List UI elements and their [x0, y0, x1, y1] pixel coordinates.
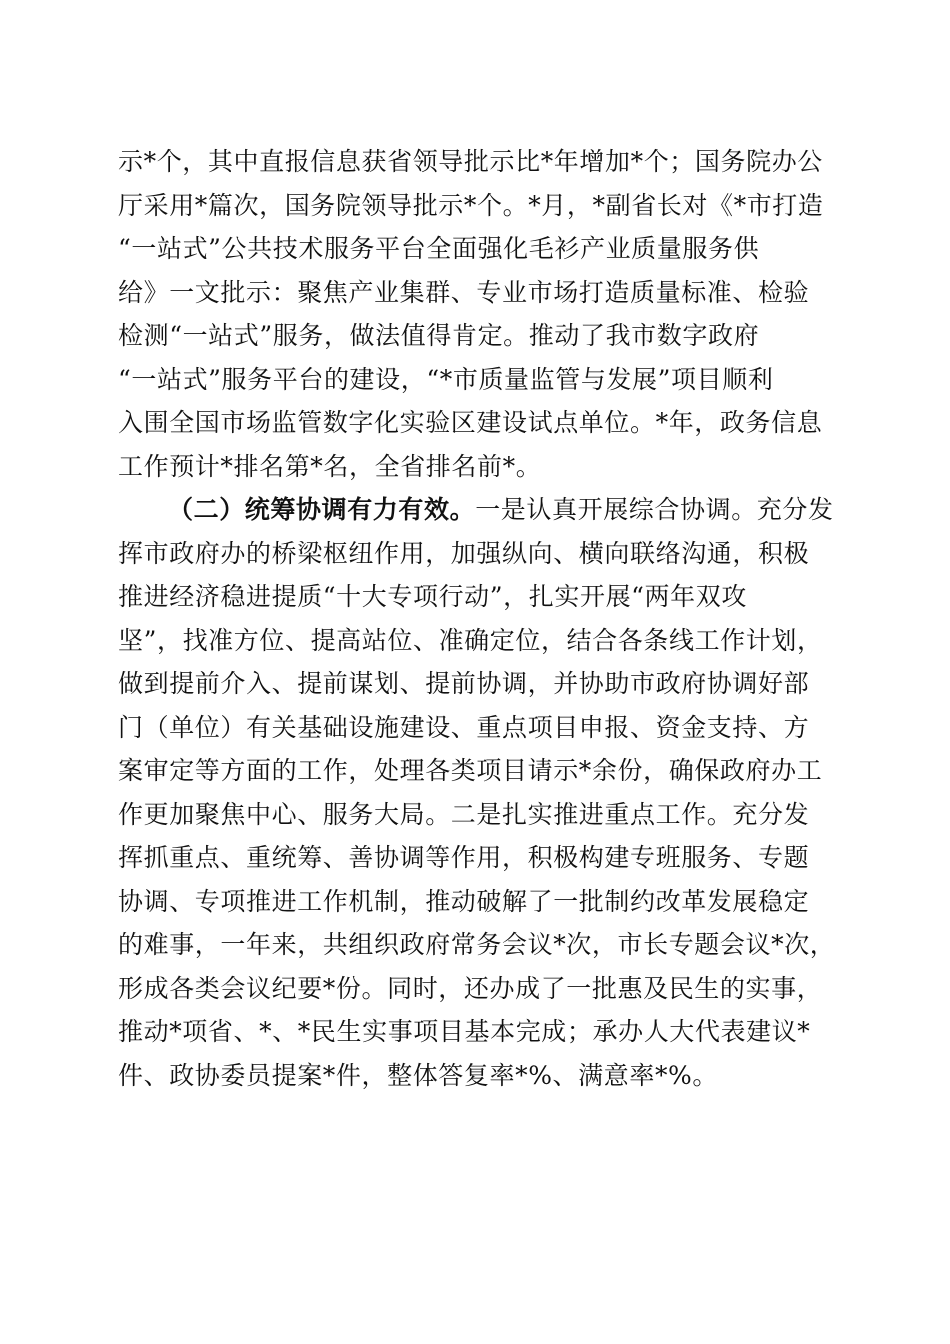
text-line: 件、政协委员提案*件，整体答复率*%、满意率*%。 [118, 1060, 719, 1090]
text-line: “一站式”服务平台的建设，“*市质量监管与发展”项目顺利 [118, 364, 774, 394]
text-line: 推进经济稳进提质“十大专项行动”，扎实开展“两年双攻 [118, 582, 747, 611]
text-line: 协调、专项推进工作机制，推动破解了一批制约改革发展稳定 [118, 886, 810, 916]
text-line: “一站式”公共技术服务平台全面强化毛衫产业质量服务供 [118, 234, 760, 263]
text-line: 形成各类会议纪要*份。同时，还办成了一批惠及民生的实事， [118, 973, 823, 1003]
text-line: 的难事，一年来，共组织政府常务会议*次，市长专题会议*次， [118, 930, 836, 959]
text-line: 入围全国市场监管数字化实验区建设试点单位。*年，政务信息 [118, 408, 823, 437]
text-line: 厅采用*篇次，国务院领导批示*个。*月，*副省长对《*市打造 [118, 190, 824, 220]
text-line: 挥抓重点、重统筹、善协调等作用，积极构建专班服务、专题 [118, 843, 810, 872]
text-line: 门（单位）有关基础设施建设、重点项目申报、资金支持、方 [118, 712, 810, 742]
text-line: 作更加聚焦中心、服务大局。二是扎实推进重点工作。充分发 [118, 799, 810, 829]
text-line: 坚”，找准方位、提高站位、准确定位，结合各条线工作计划， [118, 625, 823, 655]
text-line: 案审定等方面的工作，处理各类项目请示*余份，确保政府办工 [118, 756, 823, 785]
text-line: 挥市政府办的桥梁枢纽作用，加强纵向、横向联络沟通，积极 [118, 538, 810, 568]
body-text [118, 140, 838, 1097]
section-heading-text: 一是认真开展综合协调。充分发 [475, 495, 834, 524]
text-line: 做到提前介入、提前谋划、提前协调，并协助市政府协调好部 [118, 669, 810, 698]
text-line: 工作预计*排名第*名，全省排名前*。 [118, 451, 542, 481]
text-line: 示*个，其中直报信息获省领导批示比*年增加*个；国务院办公 [118, 147, 823, 176]
text-line: 推动*项省、*、*民生实事项目基本完成；承办人大代表建议* [118, 1017, 811, 1046]
section-heading-line [118, 488, 838, 532]
text-line: 检测“一站式”服务，做法值得肯定。推动了我市数字政府 [118, 321, 760, 350]
section-heading: （二）统筹协调有力有效。 [168, 495, 476, 524]
text-line: 给》一文批示：聚焦产业集群、专业市场打造质量标准、检验 [118, 277, 810, 307]
